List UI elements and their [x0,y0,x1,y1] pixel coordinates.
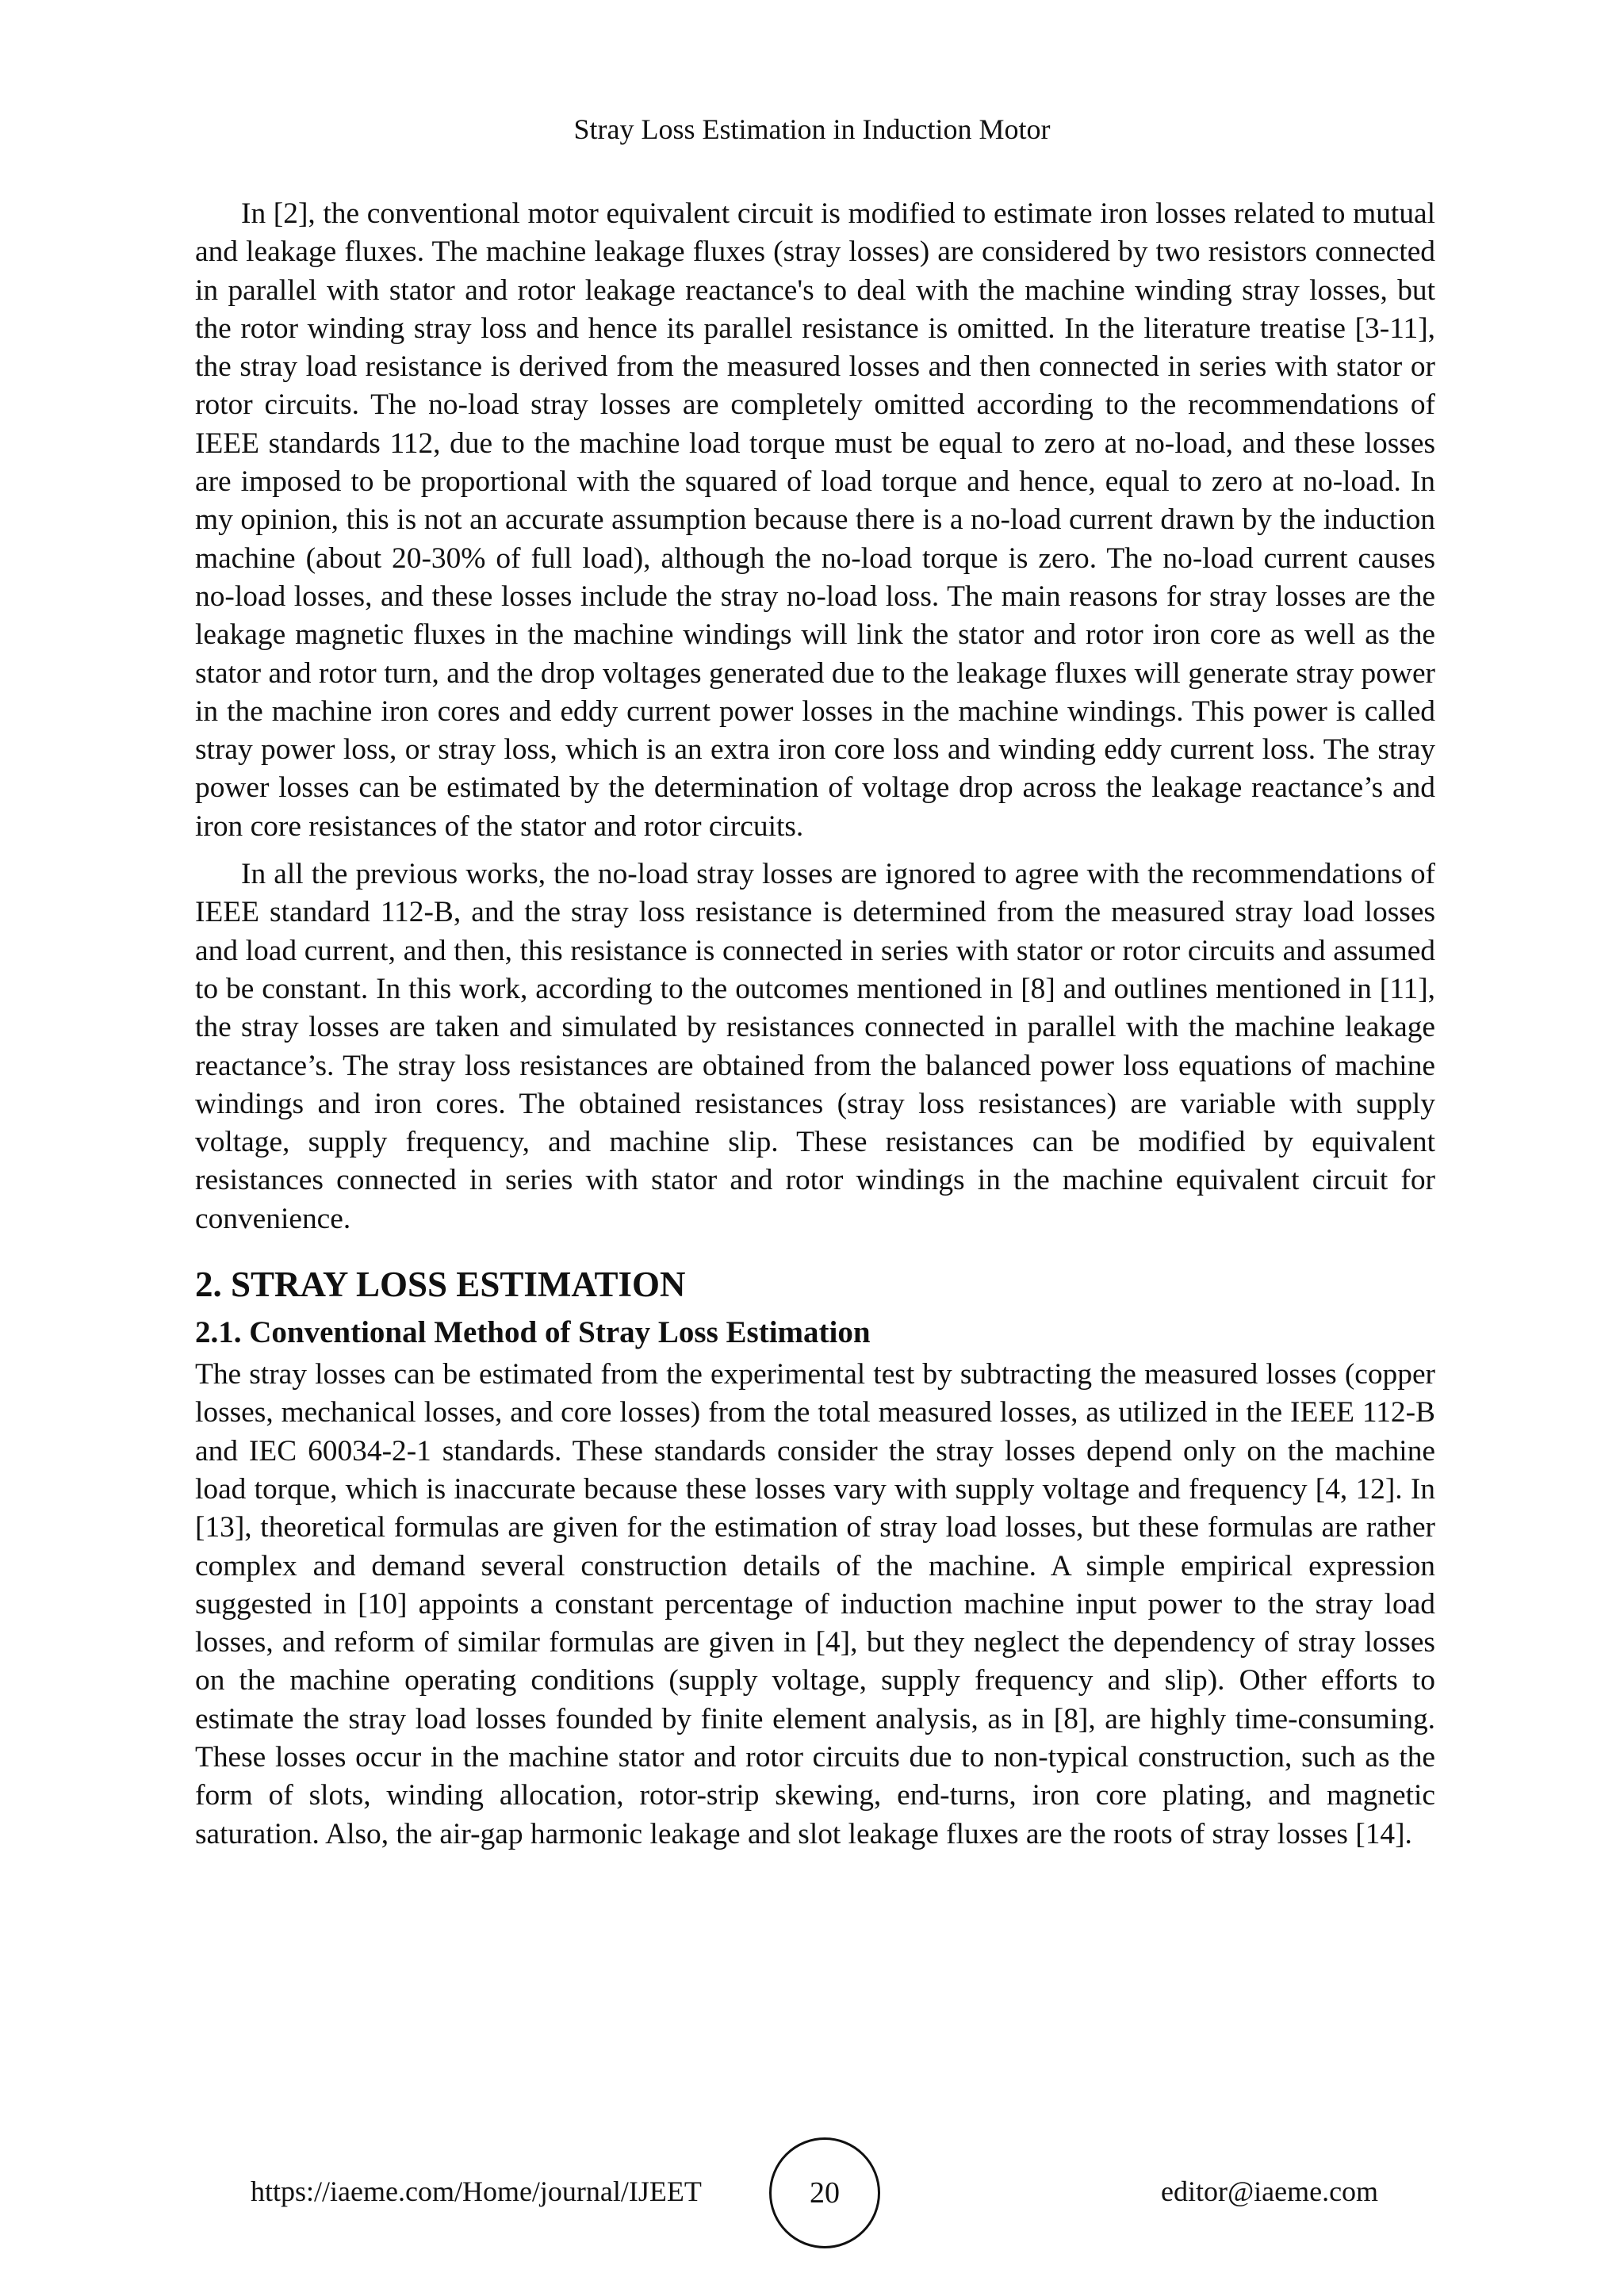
page-number: 20 [769,2137,880,2248]
journal-url[interactable]: https://iaeme.com/Home/journal/IJEET [251,2175,702,2207]
editor-email[interactable]: editor@iaeme.com [1161,2175,1379,2207]
page-footer [0,2137,1624,2248]
running-header: Stray Loss Estimation in Induction Motor [573,113,1051,145]
body-paragraph: In all the previous works, the no-load stray losses are ignored to agree with the recommendations of IEEE standard 112-B, and the stray loss resistance is determined from the measured stray load losses and load current, and then, this resistance is connected in series with stator or rotor circuits and assumed to be constant. In this work, according to the outcomes mentioned in [8] and outlines mentioned in [11], the stray losses are taken and simulated by resistances connected in parallel with the machine leakage reactance’s. The stray loss resistances are obtained from the balanced power loss equations of machine windings and iron cores. The obtained resistances (stray loss resistances) are variable with supply voltage, supply frequency, and machine slip. These resistances can be modified by equivalent resistances connected in series with stator and rotor windings in the machine equivalent circuit for convenience. [195,858,1435,1235]
body-paragraph: The stray losses can be estimated from the experimental test by subtracting the measured losses (copper losses, mechanical losses, and core losses) from the total measured losses, as utilized in the IEEE 112-B and IEC 60034-2-1 standards. These standards consider the stray losses depend only on the machine load torque, which is inaccurate because these losses vary with supply voltage and frequency [4, 12]. In [13], theoretical formulas are given for the estimation of stray load losses, but these formulas are rather complex and demand several construction details of the machine. A simple empirical expression suggested in [10] appoints a constant percentage of induction machine input power to the stray load losses, and reform of similar formulas are given in [4], but they neglect the dependency of stray losses on the machine operating conditions (supply voltage, supply frequency and slip). Other efforts to estimate the stray load losses founded by finite element analysis, as in [8], are highly time-consuming. These losses occur in the machine stator and rotor circuits due to non-typical construction, such as the form of slots, winding allocation, rotor-strip skewing, end-turns, iron core plating, and magnetic saturation. Also, the air-gap harmonic leakage and slot leakage fluxes are the roots of stray losses [14]. [195,1358,1435,1850]
subsection-heading: 2.1. Conventional Method of Stray Loss Estimation [195,1315,871,1350]
article-body [195,195,1435,1854]
body-paragraph: In [2], the conventional motor equivalent circuit is modified to estimate iron losses related to mutual and leakage fluxes. The machine leakage fluxes (stray losses) are considered by two resistors connected in parallel with stator and rotor leakage reactance's to deal with the machine winding stray losses, but the rotor winding stray loss and hence its parallel resistance is omitted. In the literature treatise [3-11], the stray load resistance is derived from the measured losses and then connected in series with stator or rotor circuits. The no-load stray losses are completely omitted according to the recommendations of IEEE standards 112, due to the machine load torque must be equal to zero at no-load, and these losses are imposed to be proportional with the squared of load torque and hence, equal to zero at no-load. In my opinion, this is not an accurate assumption because there is a no-load current drawn by the induction machine (about 20-30% of full load), although the no-load torque is zero. The no-load current causes no-load losses, and these losses include the stray no-load loss. The main reasons for stray losses are the leakage magnetic fluxes in the machine windings will link the stator and rotor iron core as well as the stator and rotor turn, and the drop voltages generated due to the leakage fluxes will generate stray power in the machine iron cores and eddy current power losses in the machine windings. This power is called stray power loss, or stray loss, which is an extra iron core loss and winding eddy current loss. The stray power losses can be estimated by the determination of voltage drop across the leakage reactance’s and iron core resistances of the stator and rotor circuits. [195,197,1435,843]
section-heading: 2. STRAY LOSS ESTIMATION [195,1265,686,1305]
